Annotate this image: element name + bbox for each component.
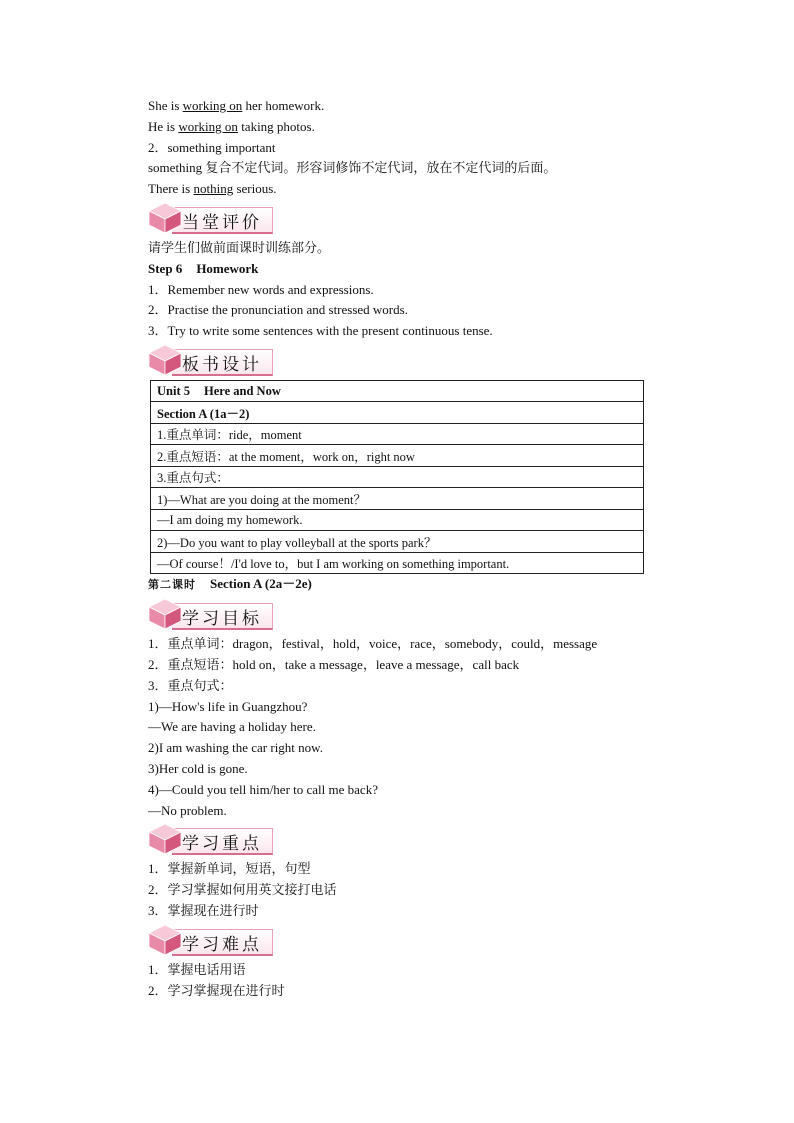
- table-row: Unit 5 Here and Now: [151, 380, 644, 402]
- list-item: 3．Try to write some sentences with the present continuous tense.: [148, 323, 493, 339]
- table-row: —I am doing my homework.: [151, 509, 644, 531]
- text-line: 3)Her cold is gone.: [148, 761, 248, 777]
- section-header-key-points: [148, 822, 648, 856]
- section-header-objectives: [148, 597, 648, 631]
- text-line: —No problem.: [148, 802, 227, 818]
- text-line: 1．重点单词：dragon，festival，hold，voice，race，somebody，could，message: [148, 636, 598, 652]
- table-row: —Of course！/I'd love to，but I am working on something important.: [151, 552, 644, 574]
- underlined-phrase: working on: [178, 118, 238, 134]
- section-title: 学习目标: [182, 609, 262, 630]
- text-line: 2．something important: [148, 139, 276, 155]
- underlined-phrase: working on: [182, 98, 243, 113]
- cube-icon: [148, 924, 182, 956]
- table-row: 1)—What are you doing at the moment？: [151, 488, 644, 510]
- cube-icon: [148, 598, 182, 630]
- text-line: He is working on taking photos.: [148, 118, 315, 134]
- text-line: 2．学习掌握如何用英文接打电话: [148, 882, 337, 898]
- section-title: 学习难点: [182, 934, 262, 955]
- text-line: 2．重点短语：hold on，take a message，leave a message，call back: [148, 657, 520, 673]
- table-row: 1.重点单词：ride，moment: [151, 423, 644, 445]
- text-line: 3．重点句式：: [148, 677, 233, 693]
- step-heading: Step 6 Homework: [148, 260, 259, 276]
- text-line: 1)—How's life in Guangzhou?: [148, 698, 308, 714]
- section-header-evaluation: [148, 201, 648, 235]
- text-line: 1．掌握新单词，短语，句型: [148, 861, 311, 877]
- section-title: 学习重点: [182, 834, 262, 855]
- text-line: something 复合不定代词。形容词修饰不定代词，放在不定代词的后面。: [148, 160, 557, 176]
- table-row: Section A (1a－2): [151, 402, 644, 424]
- cube-icon: [148, 344, 182, 376]
- document-page: [148, 96, 648, 1001]
- text-line: There is nothing serious.: [148, 181, 277, 197]
- text-line: 1．掌握电话用语: [148, 961, 246, 977]
- section-header-difficulties: [148, 923, 648, 957]
- text-line: —We are having a holiday here.: [148, 719, 316, 735]
- text-line: 2)I am washing the car right now.: [148, 740, 323, 756]
- list-item: 2．Practise the pronunciation and stressed words.: [148, 302, 408, 318]
- text-line: 3．掌握现在进行时: [148, 903, 259, 919]
- table-row: 2.重点短语：at the moment，work on，right now: [151, 445, 644, 467]
- list-item: 1．Remember new words and expressions.: [148, 281, 374, 297]
- cube-icon: [148, 202, 182, 234]
- table-row: 3.重点句式：: [151, 466, 644, 488]
- underlined-word: nothing: [193, 181, 234, 197]
- section-title: 当堂评价: [182, 212, 262, 233]
- section-title: 板书设计: [182, 354, 262, 375]
- board-design-table: [150, 380, 644, 575]
- text-line: She is working on her homework.: [148, 98, 325, 113]
- cube-icon: [148, 823, 182, 855]
- text-line: 2．学习掌握现在进行时: [148, 982, 285, 998]
- table-row: 2)—Do you want to play volleyball at the sports park？: [151, 531, 644, 553]
- text-line: 4)—Could you tell him/her to call me back?: [148, 781, 378, 797]
- text-line: 请学生们做前面课时训练部分。: [148, 239, 331, 255]
- section-header-board-design: [148, 343, 648, 377]
- period-heading: 第二课时 Section A (2a－2e): [148, 576, 312, 592]
